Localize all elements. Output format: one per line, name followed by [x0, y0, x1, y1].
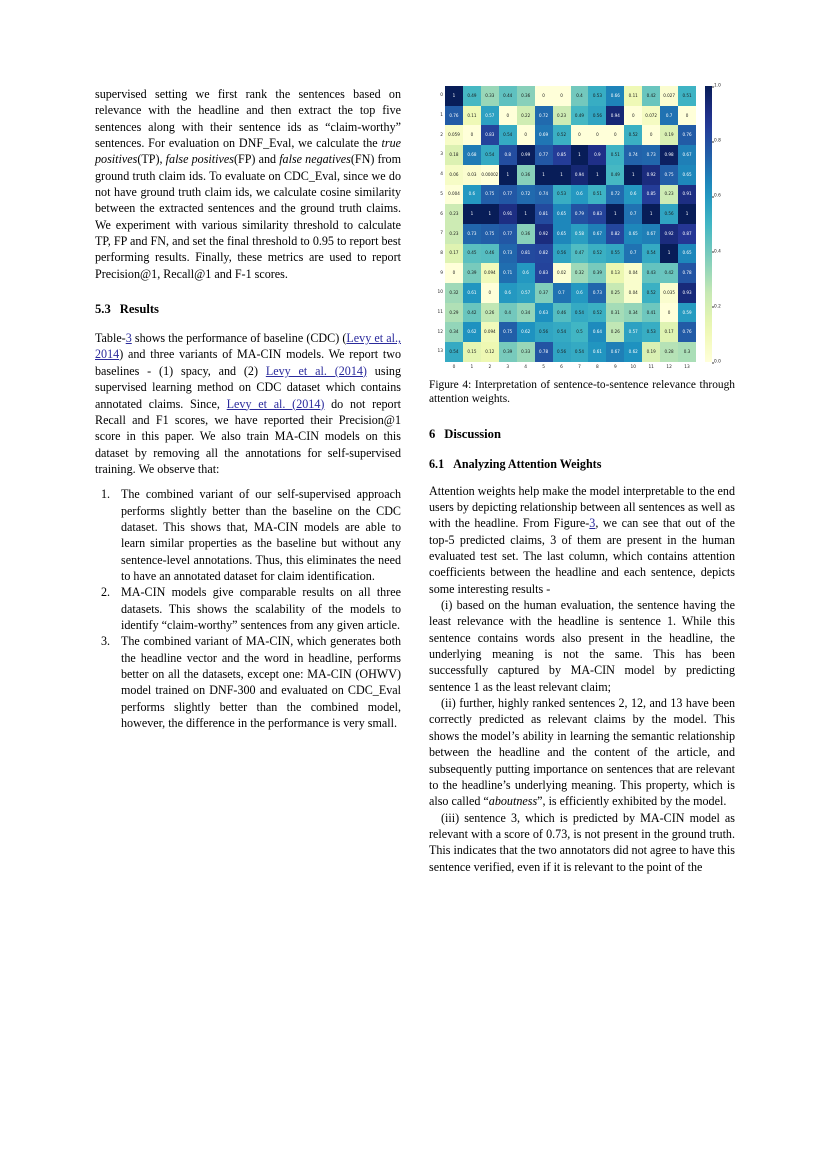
- heatmap-cell: 0.65: [624, 224, 642, 244]
- right-column: [429, 83, 736, 1096]
- heatmap-cell: 0: [660, 303, 678, 323]
- results-text-a: Table-: [95, 331, 126, 346]
- heatmap-cell: 1: [588, 165, 606, 185]
- heatmap-cell: 0.75: [481, 185, 499, 205]
- colorbar-tick-label: 0.4: [714, 249, 721, 255]
- heatmap-grid: [445, 86, 696, 362]
- term-aboutness: aboutness: [488, 794, 538, 809]
- heatmap-cell: 0.47: [571, 244, 589, 264]
- heatmap-cell: 0.33: [517, 342, 535, 362]
- heatmap-cell: 0.73: [463, 224, 481, 244]
- list-item-text: The combined variant of our self-supervised approach performs slightly better than the baseline on the CDC dataset. This shows that, MA-CIN models are able to learn similar properties as the baseline but without any sentence-level annotations. Thus, this eliminates the need to have an annotated dataset for claim identification.: [121, 487, 401, 583]
- term-false-negatives: false negatives: [279, 152, 351, 167]
- heatmap-x-axis: [445, 365, 696, 370]
- section-title: Results: [119, 302, 159, 317]
- heatmap-cell: 0.56: [553, 342, 571, 362]
- heatmap-cell: 0.77: [499, 224, 517, 244]
- heatmap-cell: 0.6: [624, 185, 642, 205]
- heatmap-cell: 0: [678, 106, 696, 126]
- heatmap-cell: 0: [606, 125, 624, 145]
- section-number: 5.3: [95, 302, 111, 317]
- disc-text-d: ”, is efficiently exhibited by the model.: [537, 794, 727, 809]
- heatmap-cell: 0.23: [553, 106, 571, 126]
- heatmap-cell: 0.57: [481, 106, 499, 126]
- heatmap-cell: 0.73: [642, 145, 660, 165]
- heatmap-cell: 0.76: [678, 322, 696, 342]
- heatmap-cell: 0.73: [588, 283, 606, 303]
- heatmap-cell: 0.53: [553, 185, 571, 205]
- heatmap-cell: 0.29: [445, 303, 463, 323]
- paragraph-results-intro: [95, 330, 401, 477]
- heatmap-cell: 0.72: [517, 185, 535, 205]
- heatmap-cell: 1: [445, 86, 463, 106]
- colorbar-gradient: [705, 86, 712, 362]
- results-text-b: shows the performance of baseline (CDC) (: [131, 331, 347, 346]
- heatmap-cell: 0: [624, 106, 642, 126]
- heatmap-cell: 0.66: [606, 86, 624, 106]
- heatmap-cell: 0.51: [678, 86, 696, 106]
- heatmap-x-tick: 12: [666, 364, 672, 370]
- left-column: [95, 86, 401, 1096]
- heatmap-x-tick: 4: [524, 364, 528, 370]
- heatmap-cell: 1: [517, 204, 535, 224]
- heatmap-colorbar: [705, 83, 735, 365]
- heatmap-cell: 0.094: [481, 322, 499, 342]
- heatmap-y-axis: [429, 86, 445, 362]
- heatmap-cell: 0.78: [535, 342, 553, 362]
- citation-link-levy-3[interactable]: Levy et al. (2014): [226, 396, 325, 411]
- heatmap-cell: 0.94: [571, 165, 589, 185]
- heatmap-cell: 0: [517, 125, 535, 145]
- heatmap-cell: 0.65: [678, 244, 696, 264]
- heatmap-cell: 1: [481, 204, 499, 224]
- heatmap-cell: 0.45: [463, 244, 481, 264]
- heatmap-cell: 0.32: [445, 283, 463, 303]
- heatmap-cell: 0.77: [535, 145, 553, 165]
- heatmap-cell: 0.93: [678, 283, 696, 303]
- table-reference-link[interactable]: 3: [125, 331, 132, 346]
- heatmap-y-tick: 11: [437, 310, 443, 316]
- heatmap-cell: 0.03: [463, 165, 481, 185]
- heatmap-cell: 0.83: [588, 204, 606, 224]
- heatmap-cell: 0.34: [445, 322, 463, 342]
- heatmap-cell: 1: [499, 165, 517, 185]
- heatmap-cell: 0.28: [660, 342, 678, 362]
- subsection-title: Analyzing Attention Weights: [453, 456, 602, 471]
- heatmap-cell: 0.74: [535, 185, 553, 205]
- heatmap-cell: 0.34: [517, 303, 535, 323]
- heatmap-cell: 1: [642, 204, 660, 224]
- heatmap-cell: 1: [624, 165, 642, 185]
- heatmap-cell: 0.13: [606, 263, 624, 283]
- heatmap-cell: 0.51: [606, 145, 624, 165]
- heatmap-cell: 0.04: [624, 263, 642, 283]
- heatmap-cell: 0.43: [642, 263, 660, 283]
- heatmap-cell: 0.18: [445, 145, 463, 165]
- heatmap-cell: 0.85: [553, 145, 571, 165]
- heatmap-cell: 0.92: [660, 224, 678, 244]
- heatmap-cell: 0: [553, 86, 571, 106]
- heatmap-cell: 0.41: [642, 303, 660, 323]
- heatmap-cell: 0.56: [660, 204, 678, 224]
- heatmap-cell: 0.98: [660, 145, 678, 165]
- heatmap-cell: 0: [588, 125, 606, 145]
- heatmap-cell: 0.6: [499, 283, 517, 303]
- heatmap-cell: 0.71: [499, 263, 517, 283]
- heatmap-cell: 0.75: [499, 322, 517, 342]
- heatmap-cell: 0.94: [606, 106, 624, 126]
- list-item: [95, 486, 401, 584]
- heatmap-cell: 0.75: [660, 165, 678, 185]
- heatmap-cell: 0.44: [499, 86, 517, 106]
- heatmap-cell: 0: [499, 106, 517, 126]
- colorbar-tick-label: 0.8: [714, 138, 721, 144]
- heatmap-cell: 0.57: [624, 322, 642, 342]
- heatmap-cell: 1: [553, 165, 571, 185]
- heatmap-cell: 0.52: [588, 244, 606, 264]
- heatmap-cell: 0.094: [481, 263, 499, 283]
- heatmap-cell: 0.79: [571, 204, 589, 224]
- figure-4: [429, 83, 735, 407]
- heatmap-cell: 0.49: [463, 86, 481, 106]
- colorbar-tick-label: 0.0: [714, 359, 721, 365]
- heatmap-cell: 0.7: [624, 244, 642, 264]
- heatmap-cell: 0.33: [481, 86, 499, 106]
- heatmap-cell: 0.06: [445, 165, 463, 185]
- heatmap-x-tick: 1: [470, 364, 474, 370]
- disc-text-a: Attention weights help make the model interpretable to the end users by depicting relationship between all sentences as well as with the headline. From Figure-: [429, 483, 735, 531]
- heatmap-cell: 0.22: [517, 106, 535, 126]
- results-text-c: ) and three variants of MA-CIN models. We report two baselines - (1) spacy, and (2): [95, 347, 401, 378]
- paragraph-attention-intro: [429, 483, 735, 597]
- heatmap-cell: 0.37: [535, 283, 553, 303]
- term-false-positives: false positives: [165, 152, 234, 167]
- heatmap-cell: 0.6: [463, 185, 481, 205]
- heatmap-plot: [445, 86, 696, 370]
- heatmap-cell: 1: [535, 165, 553, 185]
- heatmap-x-tick: 5: [542, 364, 545, 370]
- heatmap-cell: 0.85: [642, 185, 660, 205]
- heatmap-cell: 0.81: [517, 244, 535, 264]
- heatmap-cell: 0.39: [463, 263, 481, 283]
- heatmap-cell: 0.54: [445, 342, 463, 362]
- heatmap-cell: 0.54: [642, 244, 660, 264]
- heatmap-cell: 0.02: [553, 263, 571, 283]
- heatmap-cell: 0.6: [571, 283, 589, 303]
- heatmap-y-tick: 4: [440, 172, 443, 178]
- heatmap-cell: 0.7: [553, 283, 571, 303]
- heatmap-cell: 0.56: [588, 106, 606, 126]
- disc-text-b: , we can see that out of the top-5 predicted claims, 3 of them are present in the human evaluated test set. The last column, which contains attention coefficients between the headline and each sentence, depicts some interesting results -: [429, 516, 736, 596]
- heatmap-cell: 0.11: [624, 86, 642, 106]
- heatmap-cell: 0.36: [517, 165, 535, 185]
- heatmap-cell: 0.92: [642, 165, 660, 185]
- heatmap-cell: 0.62: [517, 322, 535, 342]
- heatmap-y-tick: 13: [437, 349, 443, 355]
- heatmap-cell: 0.26: [606, 322, 624, 342]
- heatmap-cell: 0.67: [588, 224, 606, 244]
- heatmap-x-tick: 8: [596, 364, 599, 370]
- section-title: Discussion: [444, 426, 501, 441]
- heatmap-cell: 0.39: [588, 263, 606, 283]
- heatmap-cell: 0.91: [678, 185, 696, 205]
- heatmap-y-tick: 0: [440, 93, 443, 99]
- heatmap-cell: 0.52: [624, 125, 642, 145]
- paragraph-text-mid-2: (FP) and: [233, 152, 280, 167]
- figure-reference-link[interactable]: 3: [589, 516, 596, 531]
- heatmap-cell: 0.42: [463, 303, 481, 323]
- heatmap-cell: 0.61: [463, 283, 481, 303]
- heatmap-cell: 1: [660, 244, 678, 264]
- heatmap-cell: 0.15: [463, 342, 481, 362]
- heatmap-cell: 0.76: [445, 106, 463, 126]
- citation-link-levy-1[interactable]: Levy et al., 2014: [95, 331, 401, 362]
- heatmap-cell: 0.32: [571, 263, 589, 283]
- heatmap-cell: 0.34: [624, 303, 642, 323]
- heatmap-cell: 0.035: [660, 283, 678, 303]
- heatmap-cell: 0.42: [660, 263, 678, 283]
- heatmap-cell: 0.54: [481, 145, 499, 165]
- heatmap-cell: 1: [606, 204, 624, 224]
- list-item: [95, 584, 401, 633]
- heatmap-cell: 0.39: [499, 342, 517, 362]
- heatmap-y-tick: 1: [440, 113, 443, 119]
- heatmap-cell: 0.83: [481, 125, 499, 145]
- heatmap-cell: 0.59: [678, 303, 696, 323]
- heatmap-cell: 0.77: [499, 185, 517, 205]
- heatmap-cell: 0.4: [499, 303, 517, 323]
- heatmap-cell: 0.82: [606, 224, 624, 244]
- heatmap-cell: 0.67: [606, 342, 624, 362]
- heatmap-x-tick: 13: [684, 364, 690, 370]
- heatmap-cell: 0.73: [499, 244, 517, 264]
- heatmap-x-tick: 3: [506, 364, 510, 370]
- heatmap-cell: 0.76: [678, 125, 696, 145]
- heatmap-cell: 0.19: [642, 342, 660, 362]
- subsection-heading-analyzing-attention-weights: [429, 457, 735, 472]
- heatmap-cell: 0.027: [660, 86, 678, 106]
- heatmap-cell: 0.67: [642, 224, 660, 244]
- heatmap-cell: 0.58: [571, 224, 589, 244]
- heatmap-cell: 0.5: [571, 322, 589, 342]
- two-column-layout: [95, 83, 736, 1096]
- heatmap-cell: 0: [535, 86, 553, 106]
- heatmap-cell: 0.004: [445, 185, 463, 205]
- heatmap-cell: 0: [463, 125, 481, 145]
- heatmap-cell: 0.46: [553, 303, 571, 323]
- list-item: [95, 633, 401, 731]
- heatmap-cell: 0.82: [535, 244, 553, 264]
- heatmap-cell: 0.92: [535, 224, 553, 244]
- heatmap-cell: 0.65: [678, 165, 696, 185]
- heatmap-cell: 0.56: [535, 322, 553, 342]
- heatmap-cell: 0.04: [624, 283, 642, 303]
- heatmap-cell: 0.62: [463, 322, 481, 342]
- heatmap-cell: 0.51: [588, 185, 606, 205]
- heatmap-cell: 1: [678, 204, 696, 224]
- colorbar-ticks: [714, 83, 735, 365]
- heatmap-cell: 0.75: [481, 224, 499, 244]
- heatmap-cell: 0.36: [517, 224, 535, 244]
- paragraph-evaluation-setup: [95, 86, 401, 282]
- heatmap-cell: 0.46: [481, 244, 499, 264]
- heatmap-x-tick: 0: [452, 364, 456, 370]
- list-item-text: MA-CIN models give comparable results on all three datasets. This shows the scalability of the models to identify “claim-worthy” sentences from any given article.: [121, 585, 401, 632]
- heatmap-cell: 1: [571, 145, 589, 165]
- heatmap-cell: 0.54: [571, 342, 589, 362]
- citation-link-levy-2[interactable]: Levy et al. (2014): [265, 363, 367, 378]
- heatmap-area: [429, 83, 735, 370]
- heatmap-cell: 0.17: [660, 322, 678, 342]
- attention-heatmap: [429, 83, 735, 370]
- heatmap-cell: 0: [571, 125, 589, 145]
- heatmap-x-tick: 2: [488, 364, 492, 370]
- heatmap-cell: 0.91: [499, 204, 517, 224]
- paragraph-text-mid-1: (TP),: [137, 152, 166, 167]
- heatmap-cell: 0.52: [553, 125, 571, 145]
- paragraph-observation-ii: [429, 695, 735, 809]
- heatmap-cell: 0.17: [445, 244, 463, 264]
- heatmap-cell: 0.25: [606, 283, 624, 303]
- heatmap-x-tick: 11: [648, 364, 654, 370]
- heatmap-y-tick: 12: [437, 329, 443, 335]
- heatmap-y-tick: 3: [440, 152, 443, 158]
- heatmap-cell: 0: [445, 263, 463, 283]
- paragraph-observation-i: (i) based on the human evaluation, the sentence having the least relevance with the headline is sentence 1. While this sentence contains words also present in the headline, the underlying meaning is not the same. This has been successfully captured by MA-CIN model by predicting sentence 1 as the least relevant claim;: [429, 598, 735, 694]
- heatmap-cell: 0.8: [499, 145, 517, 165]
- figure-caption-text: Interpretation of sentence-to-sentence relevance through attention weights.: [429, 378, 735, 406]
- paragraph-text: supervised setting we first rank the sentences based on relevance with the headline and then extract the top five sentences along with their sentence ids as “claim-worthy” sentences. For evaluation on DNF_Eval, we calculate the: [95, 87, 401, 151]
- heatmap-cell: 0.87: [678, 224, 696, 244]
- disc-text-c: (ii) further, highly ranked sentences 2, 12, and 13 have been correctly predicted as relevant claims by the model. This shows the model’s ability in learning the semantic relationship between the headline and the content of the article, and subsequently putting importance on sentences that are relevant to the headline’s underlying meaning. This property, which is also called “: [429, 696, 735, 809]
- heatmap-cell: 0.56: [553, 244, 571, 264]
- subsection-number: 6.1: [429, 456, 445, 471]
- heatmap-cell: 0.42: [642, 86, 660, 106]
- heatmap-y-tick: 10: [437, 290, 443, 296]
- colorbar-tick-label: 0.2: [714, 304, 721, 310]
- heatmap-cell: 0.31: [606, 303, 624, 323]
- heatmap-cell: 0.12: [481, 342, 499, 362]
- heatmap-cell: 0.26: [481, 303, 499, 323]
- heatmap-cell: 0.78: [678, 263, 696, 283]
- heatmap-cell: 0.74: [624, 145, 642, 165]
- heatmap-cell: 0.64: [588, 322, 606, 342]
- heatmap-cell: 0.23: [445, 224, 463, 244]
- heatmap-cell: 0.65: [553, 204, 571, 224]
- heatmap-cell: 1: [463, 204, 481, 224]
- heatmap-cell: 0.23: [445, 204, 463, 224]
- heatmap-cell: 0.54: [499, 125, 517, 145]
- heatmap-cell: 0.7: [624, 204, 642, 224]
- paragraph-observation-iii: (iii) sentence 3, which is predicted by MA-CIN model as relevant with a score of 0.73, is not present in the ground truth. This indicates that the two annotators did not agree to have this sentence verified, even if it is relevant to the point of the: [429, 810, 735, 874]
- heatmap-cell: 0: [481, 283, 499, 303]
- heatmap-cell: 0.6: [571, 185, 589, 205]
- heatmap-cell: 0.53: [588, 86, 606, 106]
- results-text-d: using supervised learning method on CDC dataset which contains annotated claims. Since,: [95, 363, 402, 411]
- paragraph-text-tail: (FN) from ground truth claim ids. To evaluate on CDC_Eval, since we do not have ground truth claim ids, we calculate cosine similarity between the extracted sentences and the ground truth claims. We experiment with various similarity threshold to calculate TP, FP and FN, and set the final threshold to 0.95 to report best performing results. Finally, these metrics are used to report Precision@1, Recall@1 and F-1 scores.: [95, 152, 401, 281]
- heatmap-cell: 0.61: [588, 342, 606, 362]
- section-number: 6: [429, 426, 436, 441]
- heatmap-cell: 0.19: [660, 125, 678, 145]
- heatmap-cell: 0.72: [535, 106, 553, 126]
- heatmap-x-tick: 10: [630, 364, 636, 370]
- heatmap-y-tick: 7: [440, 231, 443, 237]
- heatmap-y-tick: 9: [440, 270, 443, 276]
- observations-list: [95, 486, 401, 731]
- heatmap-cell: 0.54: [553, 322, 571, 342]
- heatmap-y-tick: 2: [440, 132, 443, 138]
- heatmap-cell: 0.6: [517, 263, 535, 283]
- heatmap-cell: 0.55: [606, 244, 624, 264]
- heatmap-cell: 0.99: [517, 145, 535, 165]
- heatmap-cell: 0.52: [588, 303, 606, 323]
- figure-caption-label: Figure 4:: [429, 378, 472, 391]
- heatmap-cell: 0.49: [606, 165, 624, 185]
- heatmap-x-tick: 9: [613, 364, 617, 370]
- heatmap-cell: 0.63: [535, 303, 553, 323]
- heatmap-y-tick: 6: [440, 211, 443, 217]
- heatmap-cell: 0.9: [588, 145, 606, 165]
- heatmap-cell: 0.23: [660, 185, 678, 205]
- heatmap-y-tick: 8: [440, 250, 443, 256]
- heatmap-cell: 0.00002: [481, 165, 499, 185]
- heatmap-cell: 0.11: [463, 106, 481, 126]
- heatmap-cell: 0.3: [678, 342, 696, 362]
- heatmap-cell: 0.83: [535, 263, 553, 283]
- heatmap-cell: 0.72: [606, 185, 624, 205]
- heatmap-cell: 0.49: [571, 106, 589, 126]
- heatmap-x-tick: 7: [578, 364, 581, 370]
- heatmap-cell: 0.7: [660, 106, 678, 126]
- heatmap-cell: 0.4: [571, 86, 589, 106]
- heatmap-cell: 0.69: [535, 125, 553, 145]
- term-true-positives: true positives: [95, 136, 401, 167]
- heatmap-cell: 0: [642, 125, 660, 145]
- heatmap-cell: 0.36: [517, 86, 535, 106]
- heatmap-cell: 0.68: [463, 145, 481, 165]
- heatmap-cell: 0.072: [642, 106, 660, 126]
- heatmap-cell: 0.62: [624, 342, 642, 362]
- heatmap-cell: 0.52: [642, 283, 660, 303]
- heatmap-x-tick: 6: [560, 364, 563, 370]
- figure-caption: [429, 378, 735, 407]
- results-text-e: do not report Recall and F1 scores, we have reported their Precision@1 score in this paper. We also train MA-CIN models on this dataset by removing all the annotations for self-supervised training. We observe that:: [95, 396, 401, 476]
- colorbar-tick-label: 0.6: [714, 193, 721, 199]
- heatmap-y-tick: 5: [440, 191, 443, 197]
- heatmap-cell: 0.059: [445, 125, 463, 145]
- heatmap-cell: 0.65: [553, 224, 571, 244]
- section-heading-results: [95, 302, 401, 317]
- colorbar-tick-label: 1.0: [714, 83, 721, 89]
- heatmap-cell: 0.57: [517, 283, 535, 303]
- section-heading-discussion: [429, 427, 735, 442]
- heatmap-cell: 0.53: [642, 322, 660, 342]
- heatmap-cell: 0.67: [678, 145, 696, 165]
- heatmap-cell: 0.81: [535, 204, 553, 224]
- list-item-text: The combined variant of MA-CIN, which generates both the headline vector and the word in headline, performs better on all the datasets, except one: MA-CIN (OHWV) model trained on DNF-300 and evaluated on CDC_Eval performs slightly better than the combined model, however, the difference in the performance is very small.: [121, 634, 401, 731]
- heatmap-cell: 0.54: [571, 303, 589, 323]
